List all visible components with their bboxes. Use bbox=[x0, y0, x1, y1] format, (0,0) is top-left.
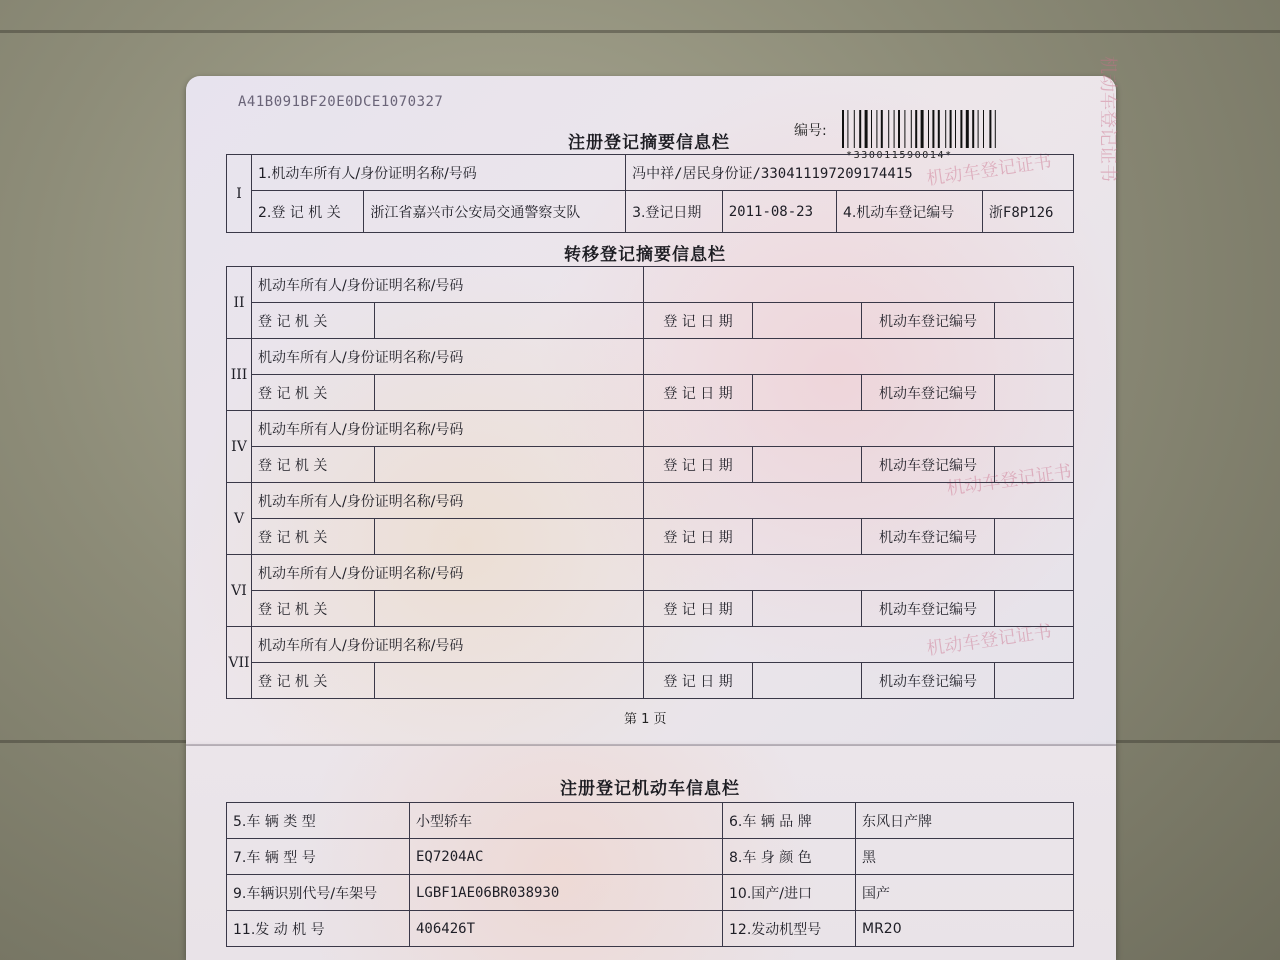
vehicle-info-title: 注册登记机动车信息栏 bbox=[560, 779, 740, 799]
vehicle-left-label: 7.车 辆 型 号 bbox=[227, 839, 410, 875]
transfer-date-value bbox=[753, 663, 862, 699]
serial-code: A41B091BF20E0DCE1070327 bbox=[238, 94, 444, 110]
transfer-regno-value bbox=[995, 519, 1074, 555]
transfer-authority-label: 登 记 机 关 bbox=[252, 303, 375, 339]
vehicle-left-value: EQ7204AC bbox=[410, 839, 723, 875]
watermark: 机动车登记证书 bbox=[925, 621, 1054, 660]
roman-numeral: II bbox=[227, 267, 252, 339]
transfer-authority-label: 登 记 机 关 bbox=[252, 519, 375, 555]
transfer-authority-value bbox=[375, 519, 644, 555]
transfer-owner-value bbox=[644, 267, 1074, 303]
transfer-owner-value bbox=[644, 555, 1074, 591]
transfer-regno-value bbox=[995, 591, 1074, 627]
registration-summary-title: 注册登记摘要信息栏 bbox=[568, 133, 730, 153]
transfer-authority-label: 登 记 机 关 bbox=[252, 663, 375, 699]
vehicle-right-value: 国产 bbox=[856, 875, 1074, 911]
transfer-date-label: 登 记 日 期 bbox=[644, 591, 753, 627]
transfer-regno-value bbox=[995, 303, 1074, 339]
transfer-authority-label: 登 记 机 关 bbox=[252, 447, 375, 483]
transfer-owner-label: 机动车所有人/身份证明名称/号码 bbox=[252, 483, 644, 519]
transfer-regno-value bbox=[995, 663, 1074, 699]
transfer-owner-value bbox=[644, 627, 1074, 663]
date-value: 2011-08-23 bbox=[722, 191, 836, 233]
vehicle-right-label: 12.发动机型号 bbox=[723, 911, 856, 947]
transfer-authority-value bbox=[375, 303, 644, 339]
roman-numeral: V bbox=[227, 483, 252, 555]
transfer-authority-label: 登 记 机 关 bbox=[252, 591, 375, 627]
vehicle-left-value: 406426T bbox=[410, 911, 723, 947]
roman-numeral: VII bbox=[227, 627, 252, 699]
leather-seam bbox=[0, 30, 1280, 33]
vehicle-info-table bbox=[226, 802, 1074, 947]
transfer-authority-value bbox=[375, 447, 644, 483]
vehicle-left-value: LGBF1AE06BR038930 bbox=[410, 875, 723, 911]
regno-value: 浙F8P126 bbox=[982, 191, 1073, 233]
roman-numeral: VI bbox=[227, 555, 252, 627]
transfer-authority-value bbox=[375, 591, 644, 627]
vehicle-right-value: MR20 bbox=[856, 911, 1074, 947]
owner-value: 冯中祥/居民身份证/330411197209174415 bbox=[626, 155, 1074, 191]
transfer-summary-title: 转移登记摘要信息栏 bbox=[564, 245, 726, 265]
barcode-icon bbox=[842, 110, 1078, 148]
transfer-regno-label: 机动车登记编号 bbox=[862, 375, 995, 411]
transfer-regno-label: 机动车登记编号 bbox=[862, 519, 995, 555]
vehicle-right-value: 黑 bbox=[856, 839, 1074, 875]
transfer-regno-value bbox=[995, 447, 1074, 483]
vehicle-right-label: 8.车 身 颜 色 bbox=[723, 839, 856, 875]
transfer-date-value bbox=[753, 303, 862, 339]
watermark: 机动车登记证书 bbox=[945, 461, 1074, 500]
barcode-number: *330011590014* bbox=[846, 150, 953, 161]
vehicle-left-value: 小型轿车 bbox=[410, 803, 723, 839]
vehicle-right-label: 10.国产/进口 bbox=[723, 875, 856, 911]
watermark: 机动车登记证书 bbox=[1097, 56, 1118, 182]
roman-numeral: I bbox=[227, 155, 252, 233]
transfer-date-label: 登 记 日 期 bbox=[644, 519, 753, 555]
transfer-date-value bbox=[753, 447, 862, 483]
transfer-regno-label: 机动车登记编号 bbox=[862, 303, 995, 339]
certificate-page-2 bbox=[186, 746, 1116, 960]
transfer-owner-label: 机动车所有人/身份证明名称/号码 bbox=[252, 267, 644, 303]
date-label: 3.登记日期 bbox=[626, 191, 723, 233]
transfer-date-value bbox=[753, 591, 862, 627]
authority-label: 2.登 记 机 关 bbox=[252, 191, 364, 233]
transfer-date-label: 登 记 日 期 bbox=[644, 663, 753, 699]
transfer-owner-value bbox=[644, 339, 1074, 375]
transfer-summary-table bbox=[226, 266, 1074, 699]
number-label: 编号: bbox=[794, 123, 827, 139]
transfer-owner-label: 机动车所有人/身份证明名称/号码 bbox=[252, 411, 644, 447]
transfer-date-label: 登 记 日 期 bbox=[644, 447, 753, 483]
vehicle-left-label: 11.发 动 机 号 bbox=[227, 911, 410, 947]
transfer-authority-value bbox=[375, 375, 644, 411]
authority-value: 浙江省嘉兴市公安局交通警察支队 bbox=[364, 191, 626, 233]
transfer-regno-label: 机动车登记编号 bbox=[862, 663, 995, 699]
transfer-owner-label: 机动车所有人/身份证明名称/号码 bbox=[252, 555, 644, 591]
roman-numeral: IV bbox=[227, 411, 252, 483]
transfer-date-value bbox=[753, 375, 862, 411]
transfer-regno-label: 机动车登记编号 bbox=[862, 447, 995, 483]
transfer-owner-label: 机动车所有人/身份证明名称/号码 bbox=[252, 339, 644, 375]
transfer-regno-value bbox=[995, 375, 1074, 411]
transfer-owner-label: 机动车所有人/身份证明名称/号码 bbox=[252, 627, 644, 663]
certificate-page-1 bbox=[186, 56, 1118, 746]
transfer-owner-value bbox=[644, 411, 1074, 447]
regno-label: 4.机动车登记编号 bbox=[836, 191, 982, 233]
vehicle-left-label: 5.车 辆 类 型 bbox=[227, 803, 410, 839]
transfer-regno-label: 机动车登记编号 bbox=[862, 591, 995, 627]
transfer-authority-value bbox=[375, 663, 644, 699]
vehicle-right-value: 东风日产牌 bbox=[856, 803, 1074, 839]
owner-label: 1.机动车所有人/身份证明名称/号码 bbox=[252, 155, 626, 191]
transfer-authority-label: 登 记 机 关 bbox=[252, 375, 375, 411]
vehicle-right-label: 6.车 辆 品 牌 bbox=[723, 803, 856, 839]
transfer-owner-value bbox=[644, 483, 1074, 519]
watermark: 机动车登记证书 bbox=[925, 151, 1054, 190]
page-number: 第 1 页 bbox=[624, 712, 667, 727]
transfer-date-label: 登 记 日 期 bbox=[644, 303, 753, 339]
roman-numeral: III bbox=[227, 339, 252, 411]
transfer-date-value bbox=[753, 519, 862, 555]
transfer-date-label: 登 记 日 期 bbox=[644, 375, 753, 411]
registration-summary-table bbox=[226, 154, 1074, 233]
vehicle-left-label: 9.车辆识别代号/车架号 bbox=[227, 875, 410, 911]
